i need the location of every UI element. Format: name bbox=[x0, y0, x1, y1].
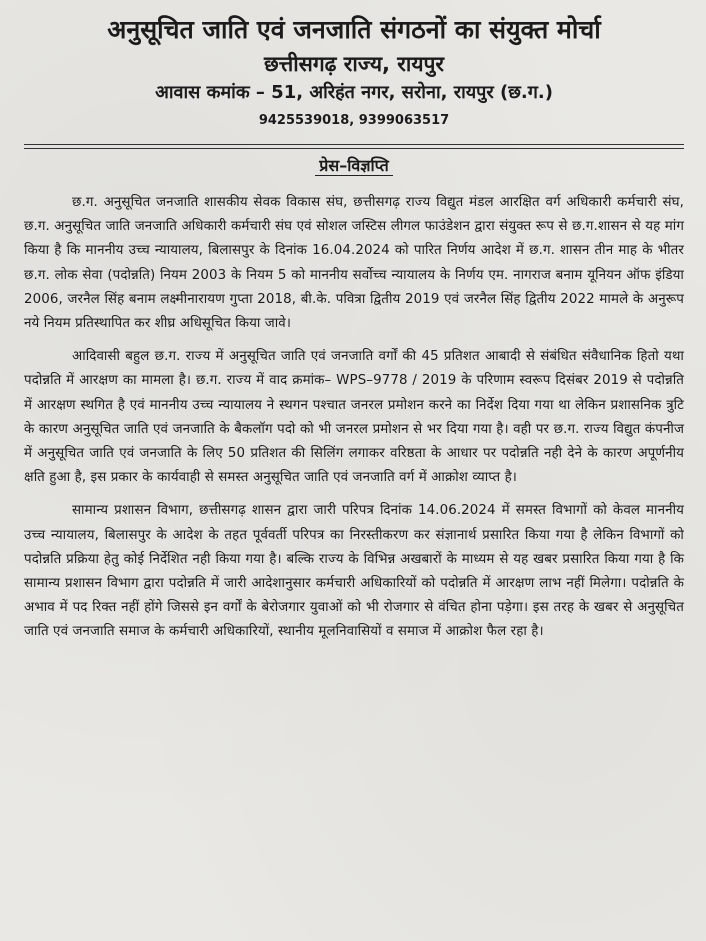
address-line: आवास कमांक – 51, अरिहंत नगर, सरोना, रायपुर (छ.ग.) bbox=[155, 82, 553, 103]
paragraph-2: आदिवासी बहुल छ.ग. राज्य में अनुसूचित जाति एवं जनजाति वर्गों की 45 प्रतिशत आबादी से संबंधित संवैधानिक हितो यथा पदोन्नति में आरक्षण का मामला है। छ.ग. राज्य में वाद क्रमांक– WPS–9778 / 2019 के परिणाम स्वरूप दिसंबर 2019 से पदोन्नति में आरक्षण स्थगित है एवं माननीय उच्च न्यायालय ने स्थगन पश्चात जनरल प्रमोशन करने का निर्देश दिया गया था लेकिन प्रशासनिक त्रुटि के कारण अनुसूचित जाति एवं जनजाति के बैकलॉग पदो को भी जनरल प्रमोशन से भर दिया गया है। वही पर छ.ग. राज्य विद्युत कंपनीज में अनुसूचित जाति एवं जनजाति के लिए 50 प्रतिशत की सिलिंग लगाकर वरिष्ठता के आधार पर पदोन्नति नही देने के कारण अपूर्णनीय क्षति हुआ है, इस प्रकार के कार्यवाही से समस्त अनुसूचित जाति एवं जनजाति वर्ग में आक्रोश व्याप्त है। bbox=[24, 349, 684, 486]
press-release-body bbox=[24, 191, 684, 645]
header-divider-bottom bbox=[24, 148, 684, 149]
press-release-heading bbox=[24, 155, 684, 177]
letterhead bbox=[24, 0, 684, 134]
paragraph-1: छ.ग. अनुसूचित जनजाति शासकीय सेवक विकास संघ, छत्तीसगढ़ राज्य विद्युत मंडल आरक्षित वर्ग अधिकारी कर्मचारी संघ, छ.ग. अनुसूचित जाति जनजाति अधिकारी कर्मचारी संघ एवं सोशल जस्टिस लीगल फाउंडेशन द्वारा संयुक्त रूप से छ.ग.शासन से यह मांग किया है कि माननीय उच्च न्यायालय, बिलासपुर के दिनांक 16.04.2024 को पारित निर्णय आदेश में छ.ग. शासन तीन माह के भीतर छ.ग. लोक सेवा (पदोन्नति) नियम 2003 के नियम 5 को माननीय सर्वोच्च न्यायालय के निर्णय एम. नागराज बनाम यूनियन ऑफ इंडिया 2006, जरनैल सिंह बनाम लक्ष्मीनारायण गुप्ता 2018, बी.के. पवित्रा द्वितीय 2019 एवं जरनैल सिंह द्वितीय 2022 मामले के अनुरूप नये नियम प्रतिस्थापित कर शीघ्र अधिसूचित किया जावे। bbox=[24, 195, 684, 332]
header-divider-top bbox=[24, 144, 684, 145]
phone-numbers: 9425539018, 9399063517 bbox=[258, 113, 450, 128]
paragraph-3: सामान्य प्रशासन विभाग, छत्तीसगढ़ शासन द्वारा जारी परिपत्र दिनांक 14.06.2024 में समस्त विभागों को केवल माननीय उच्च न्यायालय, बिलासपुर के आदेश के तहत पूर्ववर्ती परिपत्र का निरस्तीकरण कर संज्ञानार्थ प्रसारित किया गया है लेकिन विभागों को पदोन्नति प्रक्रिया हेतु कोई निर्देशित नही किया गया है। बल्कि राज्य के विभिन्न अखबारों के माध्यम से यह खबर प्रसारित किया गया है कि सामान्य प्रशासन विभाग द्वारा पदोन्नति में जारी आदेशानुसार कर्मचारी अधिकारियों को पदोन्नति में आरक्षण लाभ नहीं मिलेगा। पदोन्नति के अभाव में पद रिक्त नहीं होंगे जिससे इन वर्गों के बेरोजगार युवाओं को भी रोजगार से वंचित होना पड़ेगा। इस तरह के खबर से अनुसूचित जाति एवं जनजाति समाज के कर्मचारी अधिकारियों, स्थानीय मूलनिवासियों व समाज में आक्रोश फैल रहा है। bbox=[24, 503, 684, 640]
state-city-line: छत्तीसगढ़ राज्य, रायपुर bbox=[263, 52, 445, 76]
press-release-title: प्रेस–विज्ञप्ति bbox=[315, 156, 392, 176]
organization-name: अनुसूचित जाति एवं जनजाति संगठनों का संयुक्त मोर्चा bbox=[107, 15, 601, 44]
